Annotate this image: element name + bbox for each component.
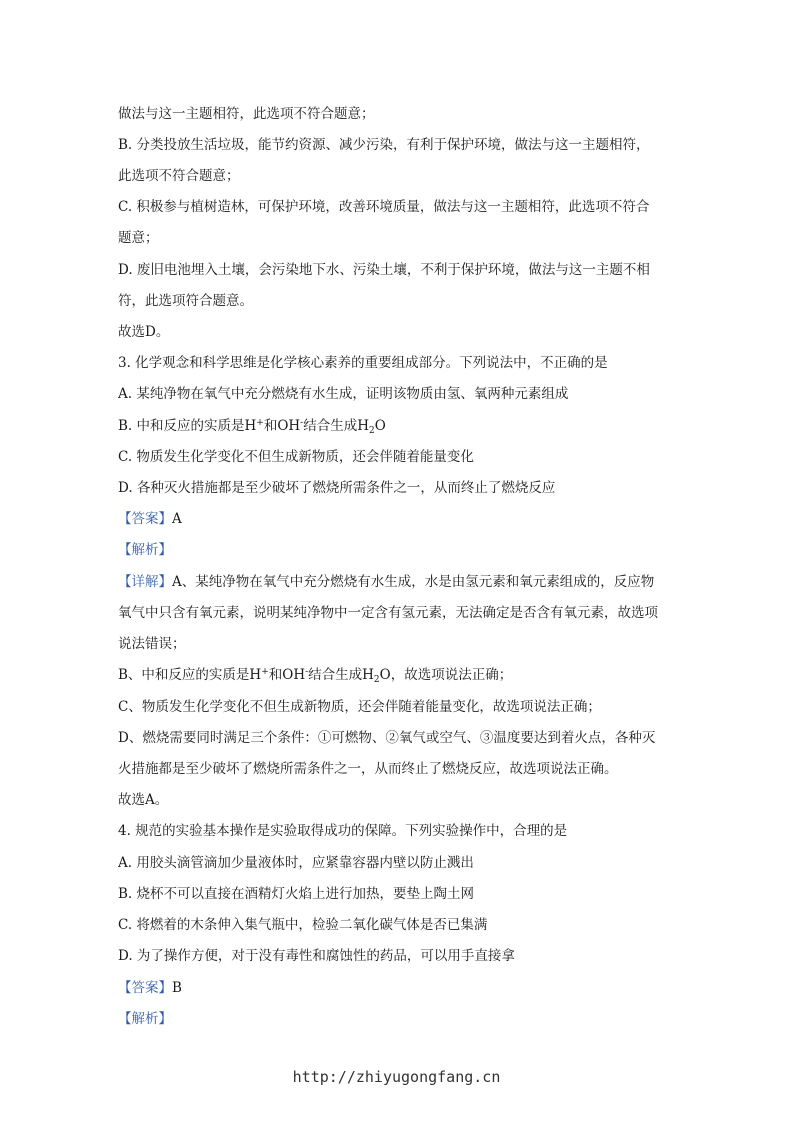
conclusion-3: 故选A。 (118, 792, 169, 808)
oh-ion-charge: - (305, 667, 309, 677)
option-b-text-1: B. 中和反应的实质是H (118, 418, 257, 434)
detail-3-b (118, 665, 678, 687)
question-3-stem: 3. 化学观念和科学思维是化学核心素养的重要组成部分。下列说法中，不正确的是 (118, 355, 608, 371)
detail-b-text-4: O，故选项说法正确； (379, 667, 513, 683)
question-3-option-d: D. 各种灭火措施都是至少破坏了燃烧所需条件之一，从而终止了燃烧反应 (118, 480, 556, 496)
h2o-subscript: 2 (373, 675, 380, 685)
question-4-option-b: B. 烧杯不可以直接在酒精灯火焰上进行加热，要垫上陶土网 (118, 886, 475, 902)
text-line: 题意； (118, 230, 159, 246)
detail-3-line-3: 说法错误； (118, 636, 186, 652)
option-b-text-3: 结合生成H (303, 418, 369, 434)
question-3-option-b (118, 416, 678, 438)
text-line: C. 积极参与植树造林，可保护环境，改善环境质量，做法与这一主题相符，此选项不符合 (118, 199, 650, 215)
detail-3-c: C、物质发生化学变化不但生成新物质，还会伴随着能量变化，故选项说法正确； (118, 699, 601, 715)
question-4-stem: 4. 规范的实验基本操作是实验取得成功的保障。下列实验操作中，合理的是 (118, 823, 568, 839)
question-3-option-a: A. 某纯净物在氧气中充分燃烧有水生成，证明该物质由氢、氧两种元素组成 (118, 386, 569, 402)
answer-3 (118, 509, 678, 529)
option-b-text-2: 和OH (263, 418, 301, 434)
text-line: B. 分类投放生活垃圾，能节约资源、减少污染，有利于保护环境，做法与这一主题相符， (118, 137, 650, 153)
oh-ion-charge: - (300, 418, 304, 428)
text-line: 此选项不符合题意； (118, 168, 240, 184)
question-4-option-a: A. 用胶头滴管滴加少量液体时，应紧靠容器内壁以防止溅出 (118, 855, 474, 871)
analysis-tag: 【解析】 (118, 542, 172, 558)
text-line: 做法与这一主题相符，此选项不符合题意； (118, 106, 375, 122)
detail-tag: 【详解】 (118, 574, 172, 590)
analysis-4 (118, 1009, 678, 1029)
answer-value: B (172, 980, 182, 996)
answer-tag: 【答案】 (118, 980, 172, 996)
detail-3-d-line-2: 火措施都是至少破坏了燃烧所需条件之一，从而终止了燃烧反应，故选项说法正确。 (118, 761, 618, 777)
text-line: 符，此选项符合题意。 (118, 293, 253, 309)
question-3-option-c: C. 物质发生化学变化不但生成新物质，还会伴随着能量变化 (118, 449, 474, 465)
h2o-subscript: 2 (369, 426, 375, 436)
question-4-option-d: D. 为了操作方便，对于没有毒性和腐蚀性的药品，可以用手直接拿 (118, 948, 515, 964)
answer-tag: 【答案】 (118, 511, 172, 527)
detail-3-line-1 (118, 572, 678, 592)
detail-3-line-2: 氧气中只含有氧元素，说明某纯净物中一定含有氢元素，无法确定是否含有氧元素，故选项 (118, 605, 658, 621)
footer-url: http://zhiyugongfang.cn (292, 1068, 501, 1086)
text-line: 故选D。 (118, 324, 170, 340)
detail-b-text-1: B、中和反应的实质是H (118, 667, 262, 683)
detail-3-d-line-1: D、燃烧需要同时满足三个条件：①可燃物、②氧气或空气、③温度要达到着火点，各种灭 (118, 730, 656, 746)
h-ion-charge: + (261, 667, 269, 677)
answer-4 (118, 978, 678, 998)
text-line: D. 废旧电池埋入土壤，会污染地下水、污染土壤，不利于保护环境，做法与这一主题不相 (118, 262, 650, 278)
option-b-text-4: O (374, 418, 386, 434)
detail-text: A、某纯净物在氧气中充分燃烧有水生成，水是由氢元素和氧元素组成的，反应物 (172, 574, 655, 590)
question-4-option-c: C. 将燃着的木条伸入集气瓶中，检验二氧化碳气体是否已集满 (118, 917, 488, 933)
detail-b-text-3: 结合生成H (308, 667, 374, 683)
detail-b-text-2: 和OH (268, 667, 306, 683)
analysis-tag: 【解析】 (118, 1011, 172, 1027)
analysis-3 (118, 540, 678, 560)
answer-value: A (172, 511, 182, 527)
h-ion-charge: + (256, 418, 264, 428)
